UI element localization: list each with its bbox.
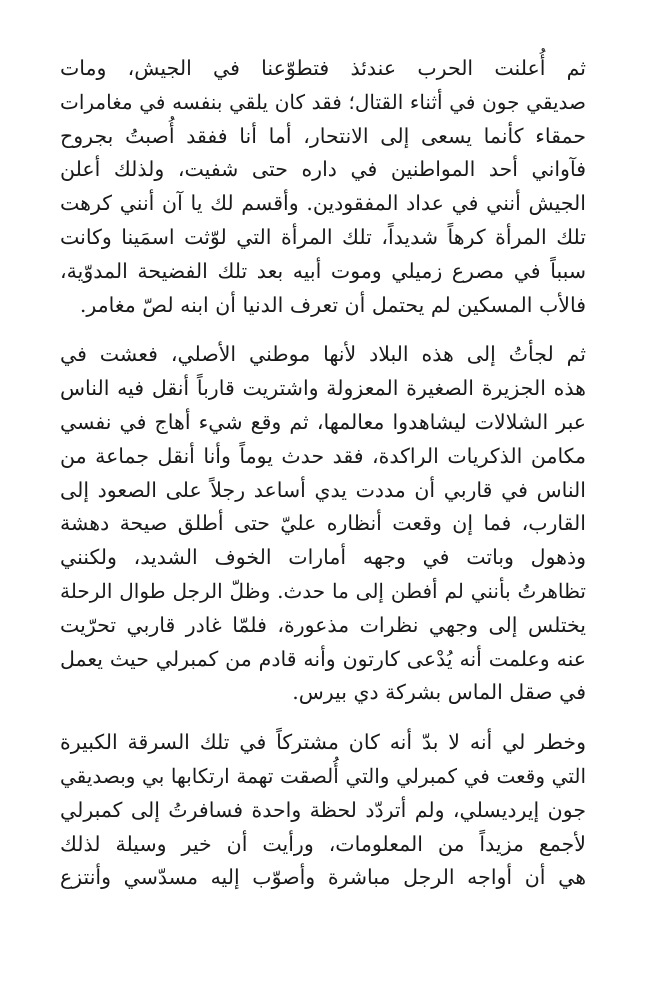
text-line: مكامن الذكريات الراكدة، فقد حدث يوماً وأنا أنقل جماعة من — [60, 443, 586, 468]
text-line: فالأب المسكين لم يحتمل أن تعرف الدنيا أن ابنه لصّ مغامر. — [79, 292, 586, 317]
paragraph-2 — [60, 338, 586, 710]
book-page — [60, 52, 586, 895]
text-line: هذه الجزيرة الصغيرة المعزولة واشتريت قارباً أنقل فيه الناس — [60, 376, 586, 401]
text-line: هي أن أواجه الرجل مباشرة وأصوّب إليه مسدّسي وأنتزع — [60, 865, 586, 890]
text-line: التي وقعت في كمبرلي والتي أُلصقت تهمة ارتكابها بي وبصديقي — [60, 763, 586, 788]
text-line: الناس في قاربي أن مددت يدي أساعد رجلاً على الصعود إلى — [60, 477, 586, 502]
text-line: لأجمع مزيداً من المعلومات، ورأيت أن خير وسيلة لذلك — [60, 831, 586, 856]
text-line: تظاهرتُ بأنني لم أفطن إلى ما حدث. وظلّ الرجل طوال الرحلة — [60, 578, 586, 603]
text-line: تلك المرأة كرهاً شديداً، تلك المرأة التي لوّثت اسمَينا وكانت — [60, 224, 586, 249]
text-line: فآواني أحد المواطنين في داره حتى شفيت، ولذلك أعلن — [60, 157, 586, 182]
paragraph-1 — [60, 52, 586, 322]
text-line: سبباً في مصرع زميلي وموت أبيه بعد تلك الفضيحة المدوّية، — [60, 258, 586, 283]
text-line: جون إيرديسلي، ولم أتردّد لحظة واحدة فسافرتُ إلى كمبرلي — [60, 797, 586, 822]
text-line: وخطر لي أنه لا بدّ أنه كان مشتركاً في تلك السرقة الكبيرة — [60, 730, 586, 755]
paragraph-gap — [60, 322, 586, 338]
text-line: وذهول وباتت في وجهه أمارات الخوف الشديد، ولكنني — [60, 545, 586, 570]
text-line: في صقل الماس بشركة دي بيرس. — [292, 680, 586, 705]
text-line: ثم لجأتُ إلى هذه البلاد لأنها موطني الأصلي، فعشت في — [60, 342, 586, 367]
text-line: صديقي جون في أثناء القتال؛ فقد كان يلقي بنفسه في مغامرات — [60, 89, 586, 114]
text-line: عبر الشلالات ليشاهدوا معالمها، ثم وقع شيء أهاج في نفسي — [60, 409, 586, 434]
text-line: ثم أُعلنت الحرب عندئذ فتطوّعنا في الجيش، ومات — [60, 56, 586, 80]
text-line: عنه وعلمت أنه يُدْعى كارتون وأنه قادم من كمبرلي حيث يعمل — [60, 646, 586, 671]
paragraph-gap — [60, 710, 586, 726]
paragraph-3 — [60, 726, 586, 895]
text-line: القارب، فما إن وقعت أنظاره عليّ حتى أطلق صيحة دهشة — [60, 511, 586, 536]
text-line: يختلس إلى وجهي نظرات مذعورة، فلمّا غادر قاربي تحرّيت — [60, 612, 586, 637]
text-line: الجيش أنني في عداد المفقودين. وأقسم لك يا آن أنني كرهت — [60, 191, 586, 216]
text-line: حمقاء كأنما يسعى إلى الانتحار، أما أنا ففقد أُصبتُ بجروح — [60, 123, 586, 148]
